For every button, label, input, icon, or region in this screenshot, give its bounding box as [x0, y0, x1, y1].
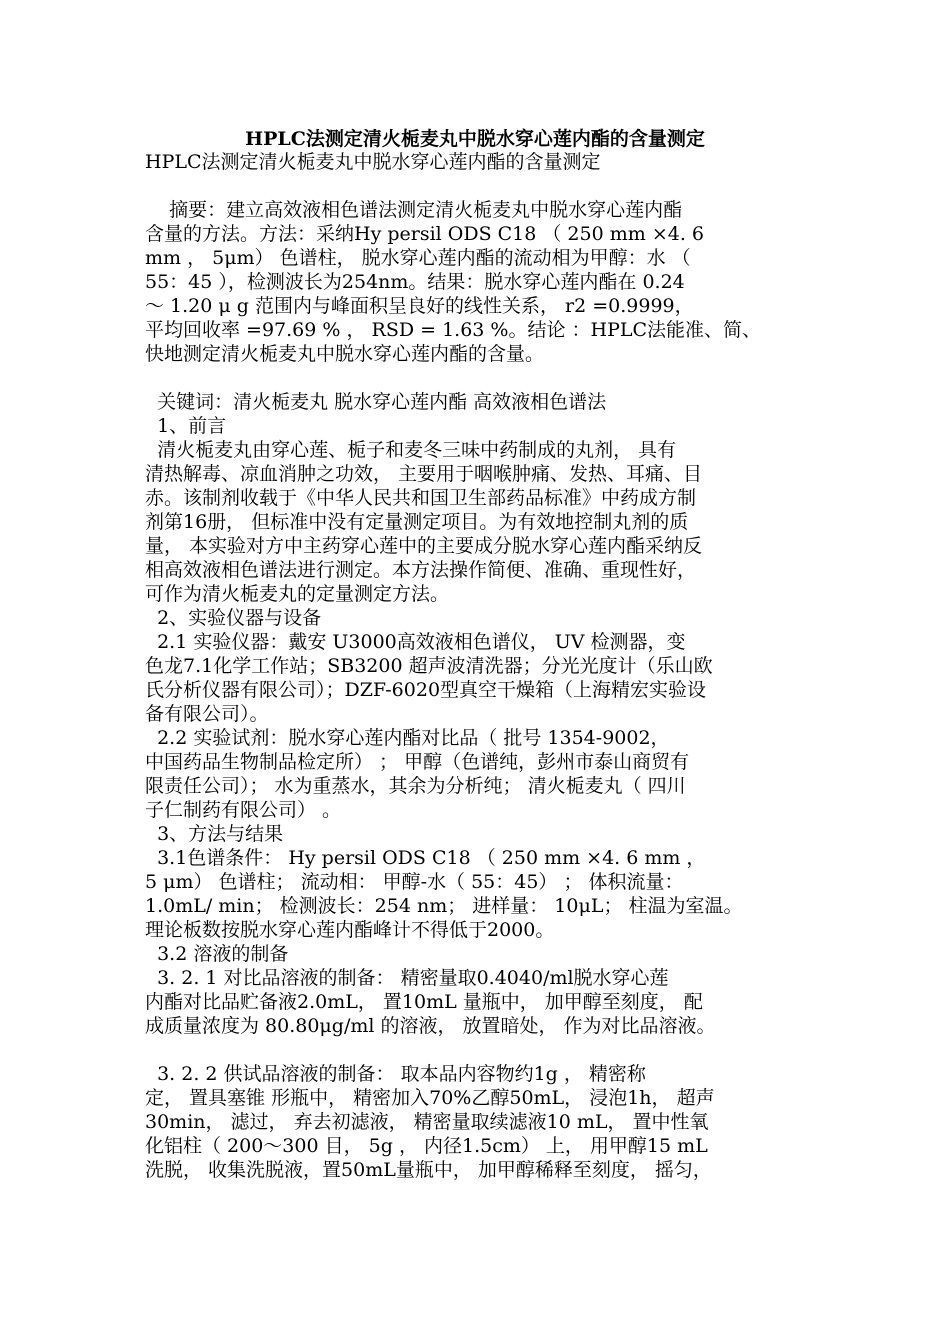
text-line: 2.2 实验试剂：脱水穿心莲内酯对比品（ 批号 1354-9002，	[145, 727, 670, 749]
text-line: 清热解毒、凉血消肿之功效， 主要用于咽喉肿痛、发热、耳痛、目	[145, 463, 703, 485]
text-line: 理论板数按脱水穿心莲内酯峰计不得低于2000。	[145, 919, 555, 941]
text-line: 限责任公司）； 水为重蒸水，其余为分析纯； 清火栀麦丸（ 四川	[145, 775, 686, 797]
text-line: 平均回收率 =97.69 % ， RSD = 1.63 %。结论 ：HPLC法能准、简、	[145, 319, 762, 341]
text-line: 含量的方法。方法：采纳Hy persil ODS C18 （ 250 mm ×4. 6	[145, 223, 704, 245]
text-line: 相高效液相色谱法进行测定。本方法操作简便、准确、重现性好，	[145, 559, 697, 581]
blank-line	[145, 1038, 813, 1062]
text-line: 快地测定清火栀麦丸中脱水穿心莲内酯的含量。	[145, 343, 545, 365]
text-line: 3、方法与结果	[145, 823, 284, 845]
text-line: 可作为清火栀麦丸的定量测定方法。	[145, 583, 450, 605]
text-line: 内酯对比品贮备液2.0mL， 置10mL 量瓶中， 加甲醇至刻度， 配	[145, 991, 703, 1013]
document-title: HPLC法测定清火栀麦丸中脱水穿心莲内酯的含量测定	[245, 128, 705, 150]
text-line: 30min， 滤过， 弃去初滤液， 精密量取续滤液10 mL， 置中性氧	[145, 1111, 709, 1133]
text-line: 色龙7.1化学工作站；SB3200 超声波清洗器；分光光度计（乐山欧	[145, 655, 713, 677]
text-line: ～ 1.20 μ g 范围内与峰面积呈良好的线性关系， r2 =0.9999，	[145, 295, 694, 317]
text-line: 2.1 实验仪器：戴安 U3000高效液相色谱仪， UV 检测器，变	[145, 631, 686, 653]
text-line: 赤。该制剂收载于《中华人民共和国卫生部药品标准》中药成方制	[145, 487, 697, 509]
blank-line	[145, 174, 813, 198]
text-line: 3.1色谱条件： Hy persil ODS C18 （ 250 mm ×4. 6 mm ，	[145, 847, 706, 869]
text-line: 中国药品生物制品检定所） ； 甲醇（色谱纯，彭州市泰山商贸有	[145, 751, 690, 773]
text-line: 备有限公司）。	[145, 703, 269, 725]
text-line: 1、前言	[145, 415, 227, 437]
text-line: HPLC法测定清火栀麦丸中脱水穿心莲内酯的含量测定	[145, 151, 601, 173]
text-line: 子仁制药有限公司） 。	[145, 799, 342, 821]
text-line: 剂第16册， 但标准中没有定量测定项目。为有效地控制丸剂的质	[145, 511, 689, 533]
text-line: 定， 置具塞锥 形瓶中， 精密加入70%乙醇50mL， 浸泡1h， 超声	[145, 1087, 715, 1109]
text-line: 关键词：清火栀麦丸 脱水穿心莲内酯 高效液相色谱法	[145, 391, 607, 413]
text-line: 摘要：建立高效液相色谱法测定清火栀麦丸中脱水穿心莲内酯	[145, 199, 683, 221]
text-line: mm ， 5μm） 色谱柱， 脱水穿心莲内酯的流动相为甲醇：水 （	[145, 247, 691, 269]
text-line: 化铝柱（ 200～300 目， 5g ， 内径1.5cm） 上， 用甲醇15 mL	[145, 1135, 708, 1157]
text-line: 氏分析仪器有限公司）；DZF-6020型真空干燥箱（上海精宏实验设	[145, 679, 707, 701]
text-line: 5 μm） 色谱柱； 流动相： 甲醇-水（ 55：45） ； 体积流量：	[145, 871, 684, 893]
text-line: 55：45 ），检测波长为254nm。结果：脱水穿心莲内酯在 0.24	[145, 271, 685, 293]
text-line: 清火栀麦丸由穿心莲、栀子和麦冬三味中药制成的丸剂， 具有	[145, 439, 677, 461]
text-line: 量， 本实验对方中主药穿心莲中的主要成分脱水穿心莲内酯采纳反	[145, 535, 703, 557]
blank-line	[145, 366, 813, 390]
text-line: 3.2 溶液的制备	[145, 943, 289, 965]
text-line: 1.0mL/ min； 检测波长：254 nm； 进样量： 10μL； 柱温为室温。	[145, 895, 743, 917]
text-line: 3. 2. 2 供试品溶液的制备： 取本品内容物约1g ， 精密称	[145, 1063, 646, 1085]
text-line: 成质量浓度为 80.80μg/ml 的溶液， 放置暗处， 作为对比品溶液。	[145, 1015, 716, 1037]
text-line: 2、实验仪器与设备	[145, 607, 322, 629]
text-line: 洗脱， 收集洗脱液，置50mL量瓶中， 加甲醇稀释至刻度， 摇匀，	[145, 1159, 712, 1181]
text-line: 3. 2. 1 对比品溶液的制备： 精密量取0.4040/ml脱水穿心莲	[145, 967, 669, 989]
document-body	[145, 150, 813, 1182]
